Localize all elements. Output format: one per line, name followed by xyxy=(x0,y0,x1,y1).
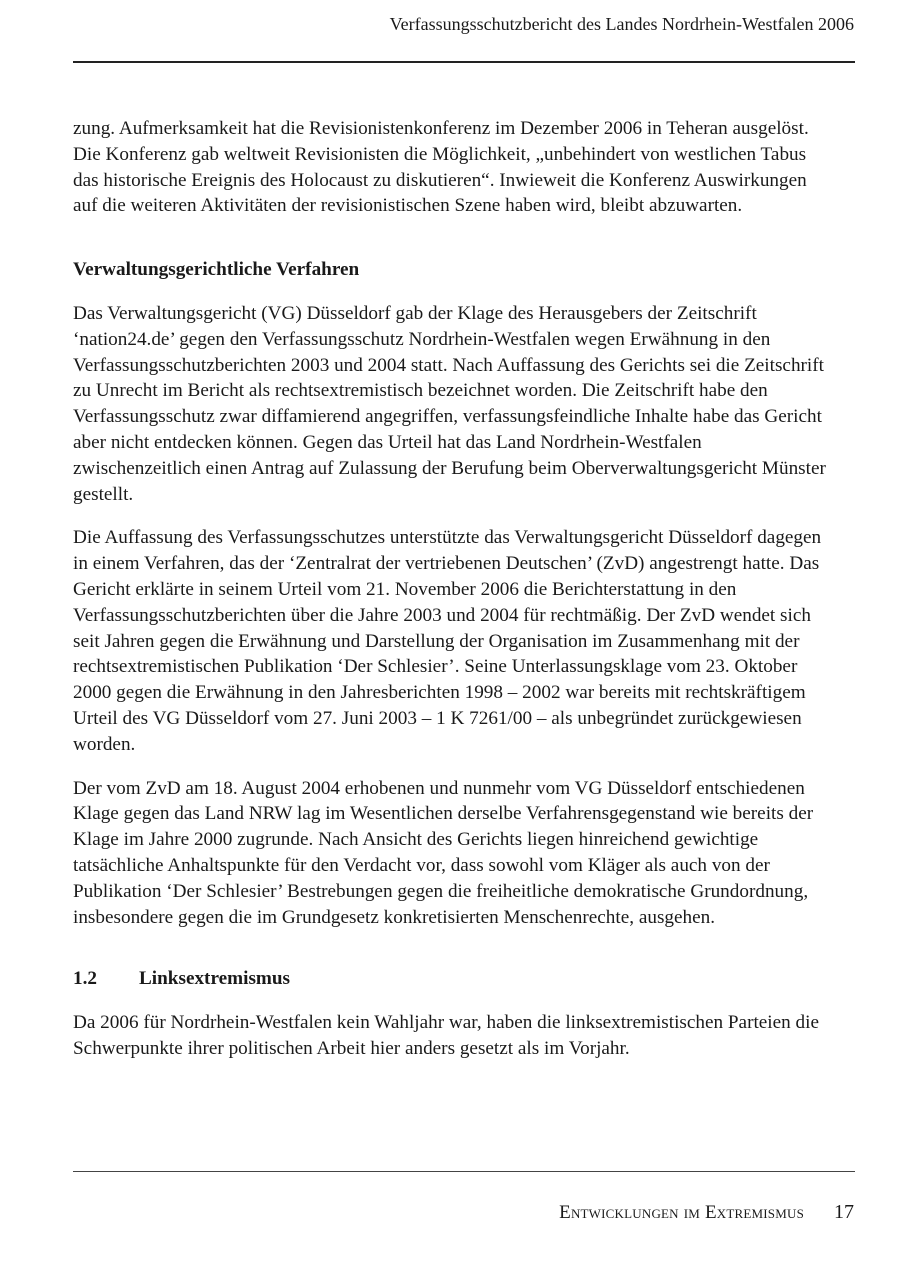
footer-section-name: Entwicklungen im Extremismus xyxy=(559,1202,804,1223)
page-number: 17 xyxy=(834,1201,854,1223)
footer-rule xyxy=(73,1171,855,1172)
section-title: Linksextremismus xyxy=(139,968,291,990)
running-header: Verfassungsschutzbericht des Landes Nordrhein-Westfalen 2006 xyxy=(389,14,854,34)
intro-paragraph: zung. Aufmerksamkeit hat die Revisionistenkonferenz im Dezember 2006 in Teheran ausgelöst. Die Konferenz gab weltweit Revisionisten die Möglichkeit, „unbehindert von westlichen Tabus das historische Ereignis des Holocaust zu diskutieren“. Inwieweit die Konferenz Auswirkungen auf die weiteren Aktivitäten der revisionistischen Szene haben wird, bleibt abzuwarten. xyxy=(73,118,809,217)
section-number: 1.2 xyxy=(73,968,97,990)
page-footer xyxy=(559,1199,854,1226)
header-rule xyxy=(73,61,855,63)
page-body xyxy=(73,116,833,1062)
paragraph-zvd-urteil: Die Auffassung des Verfassungsschutzes unterstützte das Verwaltungsgericht Düsseldorf dagegen in einem Verfahren, das der ‘Zentralrat der vertriebenen Deutschen’ (ZvD) angestrengt hatte. Das Gericht erklärte in seinem Urteil vom 21. November 2006 die Berichterstattung in den Verfassungsschutzberichten über die Jahre 2003 und 2004 für rechtmäßig. Der ZvD wendet sich seit Jahren gegen die Erwähnung und Darstellung der Organisation im Zusammenhang mit der rechtsextremistischen Publikation ‘Der Schlesier’. Seine Unterlassungsklage vom 23. Oktober 2000 gegen die Erwähnung in den Jahresberichten 1998 – 2002 war bereits mit rechtskräftigem Urteil des VG Düsseldorf vom 27. Juni 2003 – 1 K 7261/00 – als unbegründet zurückgewiesen worden. xyxy=(73,527,822,755)
subheading-verwaltungsverfahren: Verwaltungsgerichtliche Verfahren xyxy=(73,259,360,281)
paragraph-zvd-klage: Der vom ZvD am 18. August 2004 erhobenen und nunmehr vom VG Düsseldorf entschiedenen Klage gegen das Land NRW lag im Wesentlichen derselbe Verfahrensgegenstand wie bereits der Klage im Jahre 2000 zugrunde. Nach Ansicht des Gerichts liegen hinreichend gewichtige tatsächliche Anhaltspunkte für den Verdacht vor, dass sowohl vom Kläger als auch von der Publikation ‘Der Schlesier’ Bestrebungen gegen die freiheitliche demokratische Grundordnung, insbesondere gegen die im Grundgesetz konkretisierten Menschenrechte, ausgehen. xyxy=(73,777,814,928)
paragraph-nation24: Das Verwaltungsgericht (VG) Düsseldorf gab der Klage des Herausgebers der Zeitschrift ‘nation24.de’ gegen den Verfassungsschutz Nordrhein-Westfalen wegen Erwähnung in den Verfassungsschutzberichten 2003 und 2004 statt. Nach Auffassung des Gerichts sei die Zeitschrift zu Unrecht im Bericht als rechtsextremistisch bezeichnet worden. Die Zeitschrift habe den Verfassungsschutz zwar diffamierend angegriffen, verfassungsfeindliche Inhalte habe das Gericht aber nicht entdecken können. Gegen das Urteil hat das Land Nordrhein-Westfalen zwischenzeitlich einen Antrag auf Zulassung der Berufung beim Oberverwaltungsgericht Münster gestellt. xyxy=(73,302,826,505)
closing-paragraph: Da 2006 für Nordrhein-Westfalen kein Wahljahr war, haben die linksextremistischen Parteien die Schwerpunkte ihrer politischen Arbeit hier anders gesetzt als im Vorjahr. xyxy=(73,1012,819,1059)
section-heading xyxy=(73,966,833,992)
